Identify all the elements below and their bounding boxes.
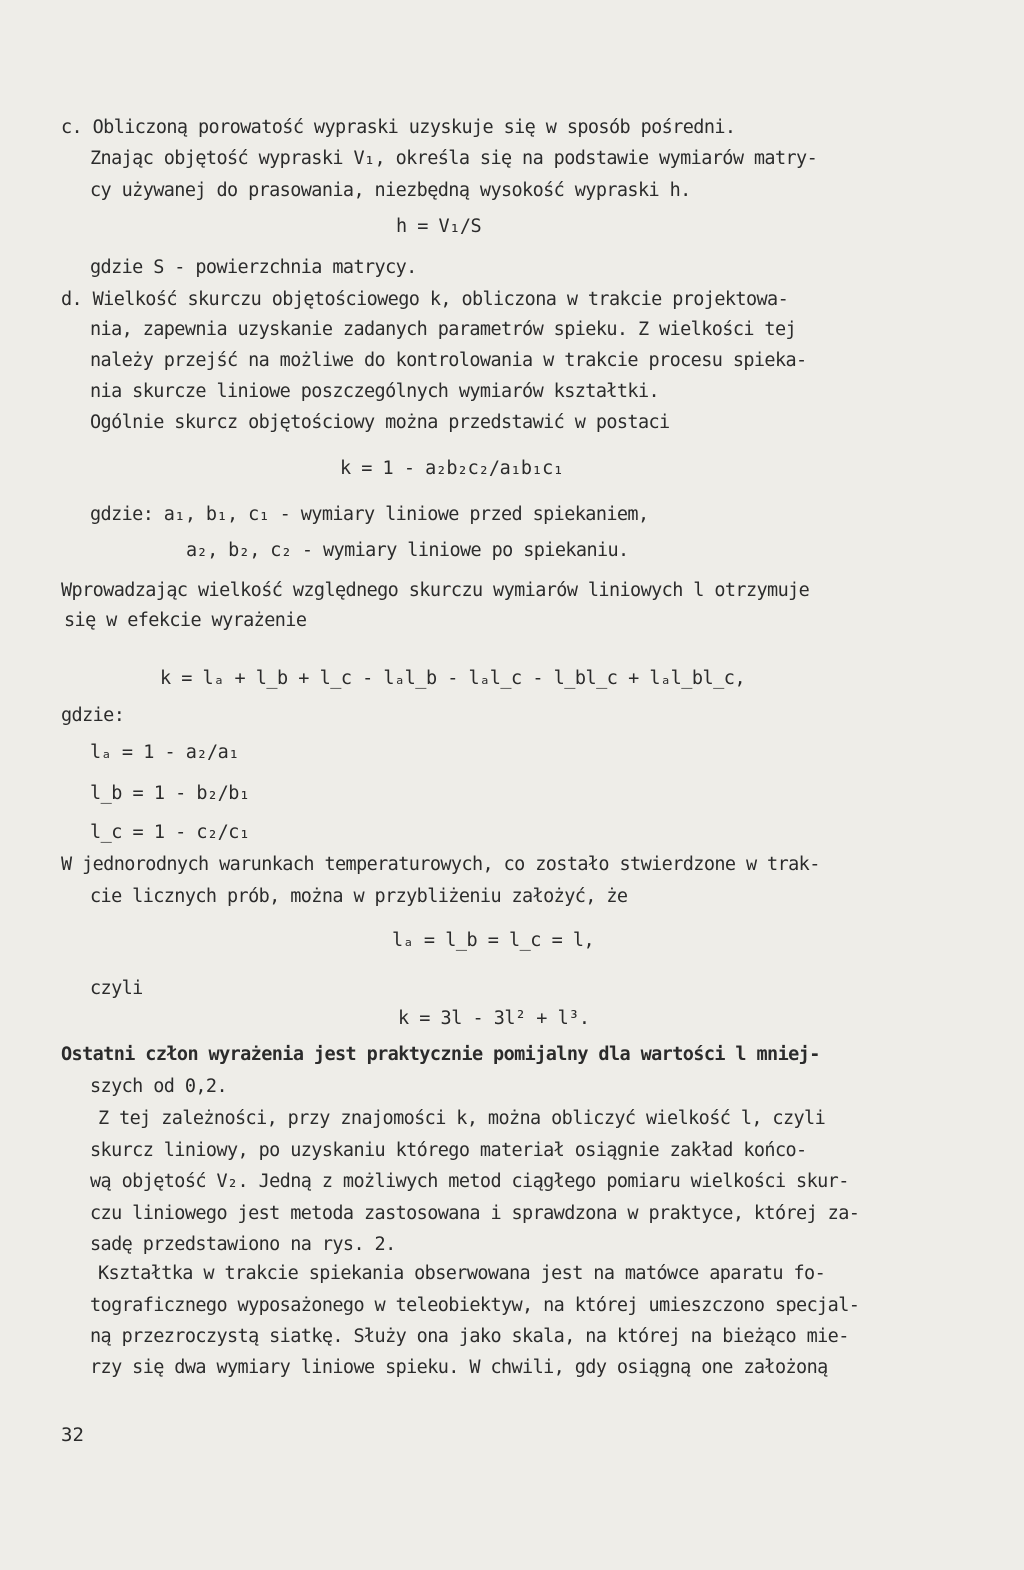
text-line: rzy się dwa wymiary liniowe spieku. W chwili, gdy osiągną one założoną: [90, 1357, 828, 1378]
text-line: ną przezroczystą siatkę. Służy ona jako skala, na której na bieżąco mie-: [90, 1326, 849, 1347]
page-number: 32: [61, 1424, 84, 1446]
text-line: tograficznego wyposażonego w teleobiektyw, na której umieszczono specjal-: [90, 1295, 860, 1316]
text-line: się w efekcie wyrażenie: [64, 610, 307, 631]
text-line: czu liniowego jest metoda zastosowana i sprawdzona w praktyce, której za-: [90, 1203, 860, 1224]
text-line: nia skurcze liniowe poszczególnych wymiarów kształtki.: [90, 381, 660, 402]
text-line: Ostatni człon wyrażenia jest praktycznie pomijalny dla wartości l mniej-: [61, 1044, 820, 1065]
text-line: cie licznych prób, można w przybliżeniu założyć, że: [90, 886, 628, 907]
text-line: a₂, b₂, c₂ - wymiary liniowe po spiekaniu.: [186, 540, 629, 561]
text-line: gdzie:: [61, 705, 125, 726]
text-line: gdzie: a₁, b₁, c₁ - wymiary liniowe przed spiekaniem,: [90, 504, 649, 525]
text-line: szych od 0,2.: [90, 1076, 227, 1097]
text-line: skurcz liniowy, po uzyskaniu którego materiał osiągnie zakład końco-: [90, 1140, 807, 1161]
text-line: Ogólnie skurcz objętościowy można przedstawić w postaci: [90, 412, 670, 433]
text-line: W jednorodnych warunkach temperaturowych, co zostało stwierdzone w trak-: [61, 854, 820, 875]
text-line: Znając objętość wypraski V₁, określa się na podstawie wymiarów matry-: [90, 148, 818, 169]
text-line: sadę przedstawiono na rys. 2.: [90, 1234, 396, 1255]
equation-lc: l_c = 1 - c₂/c₁: [90, 822, 250, 843]
text-line: nia, zapewnia uzyskanie zadanych parametrów spieku. Z wielkości tej: [90, 319, 797, 340]
text-line: Z tej zależności, przy znajomości k, można obliczyć wielkość l, czyli: [98, 1108, 826, 1129]
text-line: Wprowadzając wielkość względnego skurczu wymiarów liniowych l otrzymuje: [61, 580, 810, 601]
text-line: gdzie S - powierzchnia matrycy.: [90, 257, 417, 278]
equation-lb: l_b = 1 - b₂/b₁: [90, 783, 250, 804]
equation-la: lₐ = 1 - a₂/a₁: [90, 742, 239, 763]
text-line: Kształtka w trakcie spiekania obserwowana jest na matówce aparatu fo-: [98, 1263, 826, 1284]
equation-h: h = V₁/S: [396, 216, 482, 237]
text-line: d. Wielkość skurczu objętościowego k, obliczona w trakcie projektowa-: [61, 289, 789, 310]
equation-k-volume: k = 1 - a₂b₂c₂/a₁b₁c₁: [340, 458, 564, 479]
equation-k-linear: k = lₐ + l_b + l_c - lₐl_b - lₐl_c - l_bl_c + lₐl_bl_c,: [160, 668, 746, 689]
text-line: czyli: [90, 978, 143, 999]
equation-equal-l: lₐ = l_b = l_c = l,: [392, 930, 595, 951]
equation-k-cubic: k = 3l - 3l² + l³.: [398, 1008, 590, 1029]
text-line: cy używanej do prasowania, niezbędną wysokość wypraski h.: [90, 180, 691, 201]
text-line: wą objętość V₂. Jedną z możliwych metod ciągłego pomiaru wielkości skur-: [90, 1171, 849, 1192]
text-line: c. Obliczoną porowatość wypraski uzyskuje się w sposób pośredni.: [61, 117, 736, 138]
text-line: należy przejść na możliwe do kontrolowania w trakcie procesu spieka-: [90, 350, 807, 371]
